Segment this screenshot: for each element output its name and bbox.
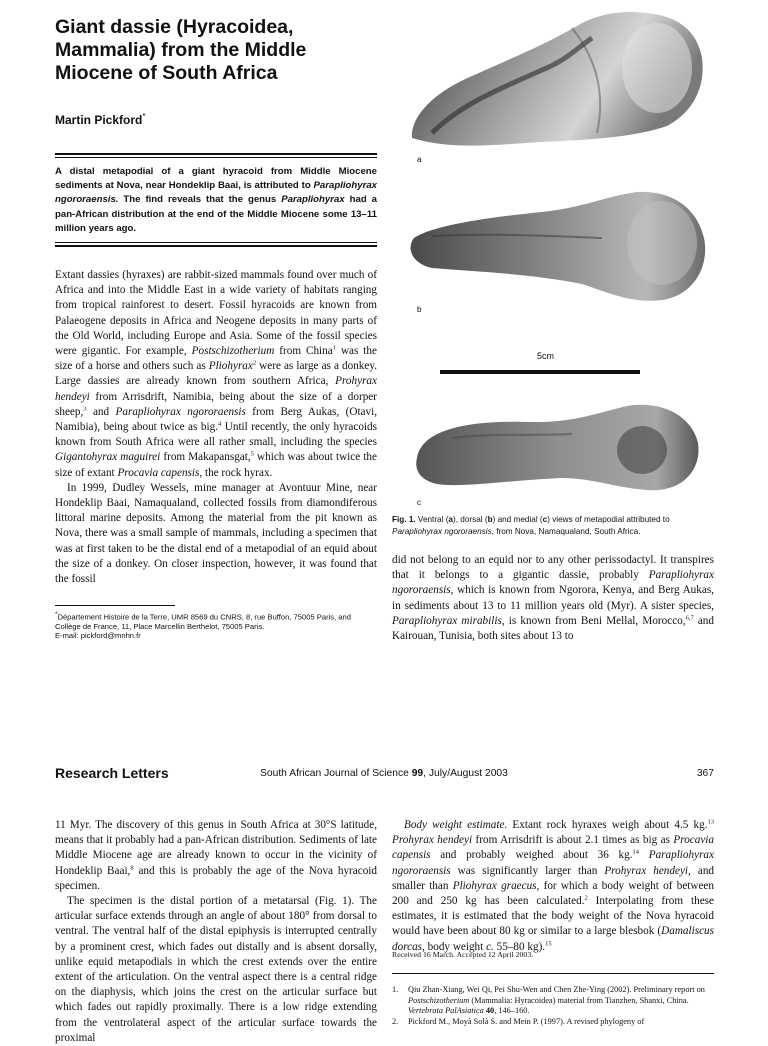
figure-caption bbox=[392, 514, 714, 537]
italic-term: Prohyrax hendeyi, bbox=[604, 864, 691, 877]
paragraph-identification bbox=[392, 553, 714, 644]
reference-citation: 15 bbox=[545, 939, 552, 947]
reference-text bbox=[408, 985, 714, 1017]
paragraph-description bbox=[55, 894, 377, 1046]
body-column-4 bbox=[392, 818, 714, 955]
text-run: from Arrisdrift is about 2.1 times as big as bbox=[472, 834, 674, 847]
text-run: (Mammalia: Hyracoidea) material from Tianzhen, Shanxi, China. bbox=[469, 995, 689, 1005]
text-run: from Berg Aukas, (Otavi, Namibia), being about twice as big. bbox=[55, 405, 378, 434]
text-run: from Arrisdrift, Namibia, being about the size of a dorper sheep, bbox=[55, 390, 377, 418]
text-run: were as large as a donkey. Large dassies are already known from southern Africa, bbox=[55, 360, 377, 388]
italic-term: c. bbox=[486, 940, 494, 953]
references-list bbox=[392, 985, 714, 1027]
caption-species: Parapliohyrax ngororaensis bbox=[392, 526, 492, 536]
bone-photo-dorsal bbox=[392, 188, 714, 313]
affiliation-text: Département Histoire de la Terre, UMR 8569 du CNRS, 8, rue Buffon, 75005 Paris, and Collège de France, 11, Place Marcellin Berthelot, 75005 Paris. bbox=[55, 612, 351, 631]
text-run: from Makapansgat, bbox=[160, 451, 251, 464]
panel-label-a: a bbox=[417, 155, 422, 164]
scale-bar bbox=[440, 370, 640, 374]
author-footnote-mark: * bbox=[142, 112, 146, 121]
reference-citation: 8 bbox=[130, 863, 134, 871]
journal-issue: , July/August 2003 bbox=[423, 768, 508, 779]
text-run: for which a body weight of between 200 and 250 kg has been calculated. bbox=[392, 879, 714, 908]
footnote-rule bbox=[55, 605, 175, 606]
italic-term: Body weight estimate. bbox=[404, 819, 508, 831]
caption-panel-a: a bbox=[448, 515, 453, 524]
abstract-text: had a pan-African distribution at the end of the Middle Miocene some 13–11 million years ago. bbox=[55, 194, 377, 234]
text-run: 55–80 kg). bbox=[493, 940, 546, 953]
abstract bbox=[55, 165, 377, 236]
text-run: and smaller than bbox=[392, 864, 715, 892]
panel-label-c: c bbox=[417, 498, 421, 507]
affiliation-email: E-mail: pickford@mnhn.fr bbox=[55, 630, 141, 640]
caption-text: ) and medial ( bbox=[492, 515, 543, 524]
body-column-1 bbox=[55, 268, 377, 587]
received-date: Received 16 March. Accepted 12 April 2003. bbox=[392, 950, 534, 959]
reference-citation: 4 bbox=[218, 420, 222, 428]
text-run: Interpolating from these estimates, it is estimated that the body weight of the Nova hyracoid would have been about 80 kg or similar to a large blesbok ( bbox=[392, 895, 714, 938]
italic-term: Prohyrax hendeyi bbox=[55, 375, 377, 403]
text-run: In 1999, Dudley Wessels, mine manager at Avontuur Mine, near Hondeklip Baai, Namaqualand, collected fossils from diamondiferous littoral marine deposits. Among the material from the pit known as Nova, there was a small sample of mammals, including a specimen that was at first taken to be the distal end of a metapodial of an equid about the size of a donkey. On closer inspection, however, it was found that the fossil bbox=[55, 481, 377, 586]
text-run: which is known from Ngorora, Kenya, and Berg Aukas, in sediments about 13 to 11 million years old (Myr). A sister species, bbox=[392, 584, 714, 612]
text-run: and bbox=[86, 405, 116, 418]
italic-term: Gigantohyrax maguirei bbox=[55, 451, 161, 464]
affiliation-address bbox=[55, 610, 377, 631]
text-run: body weight bbox=[424, 940, 487, 953]
references-rule bbox=[392, 973, 714, 974]
text-run: was the size of a horse and others such as bbox=[55, 345, 377, 373]
author-affiliation bbox=[55, 610, 377, 640]
text-run: 11 Myr. The discovery of this genus in South Africa at 30°S latitude, means that it probably had a pan-African distribution. Sediments of late Middle Miocene age are already known to occur in the vicinity of Hondeklip Baai, bbox=[55, 819, 377, 877]
italic-term: Parapliohyrax mirabilis, bbox=[392, 614, 505, 627]
italic-term: Pliohyrax graecus, bbox=[452, 879, 540, 892]
reference-number: 1. bbox=[392, 985, 399, 994]
body-column-2 bbox=[392, 553, 714, 644]
caption-panel-c: c bbox=[542, 515, 548, 524]
text-run: the rock hyrax. bbox=[202, 466, 273, 479]
journal-citation bbox=[260, 768, 508, 779]
figure-1 bbox=[392, 8, 714, 513]
italic-term: Pliohyrax bbox=[208, 360, 253, 373]
page-footer bbox=[55, 765, 714, 785]
text-run bbox=[639, 849, 649, 861]
reference-item bbox=[392, 1017, 714, 1028]
caption-text: Ventral ( bbox=[415, 515, 449, 524]
paragraph-discovery bbox=[55, 481, 377, 587]
abstract-bottom-rule-thin bbox=[55, 242, 377, 243]
italic-term: Parapliohyrax ngororaensis bbox=[392, 849, 714, 877]
author-name-text: Martin Pickford bbox=[55, 113, 143, 127]
reference-text bbox=[408, 1017, 714, 1028]
scale-bar-label: 5cm bbox=[537, 351, 555, 361]
bold-text: 40 bbox=[485, 1006, 495, 1015]
bone-photo-medial bbox=[392, 398, 714, 498]
text-run: Extant dassies (hyraxes) are rabbit-sized mammals found over much of Africa and into the Middle East in a wide variety of habitats ranging from tropical rainforest to desert. Fossil hyracoids are known from Palaeogene deposits in Africa and Neogene deposits in many parts of the Old World, including Europe and Asia. Some of the fossil species were gigantic. For example, bbox=[55, 269, 377, 358]
caption-text: ) views of metapodial attributed to bbox=[547, 515, 670, 524]
paragraph-body-weight bbox=[392, 818, 714, 955]
italic-term: Prohyrax hendeyi bbox=[392, 834, 473, 847]
reference-citation: 2 bbox=[584, 894, 588, 902]
text-run: Pickford M., Moyà Solà S. and Mein P. (1997). A revised phylogeny of bbox=[408, 1016, 645, 1026]
reference-citation: 1 bbox=[332, 344, 336, 352]
abstract-genus: Parapliohyrax bbox=[281, 194, 345, 206]
paragraph-intro bbox=[55, 268, 377, 481]
page-number: 367 bbox=[696, 768, 714, 779]
text-run: and Kairouan, Tunisia, both sites about 13 to bbox=[392, 614, 714, 643]
italic-term: Vertebrata PalAsiatica bbox=[408, 1006, 484, 1015]
caption-label: Fig. 1. bbox=[392, 515, 416, 524]
reference-citation: 6,7 bbox=[685, 614, 694, 622]
bone-photo-ventral bbox=[392, 8, 714, 158]
caption-text: ), dorsal ( bbox=[452, 515, 488, 524]
text-run: , 146–160. bbox=[494, 1006, 530, 1015]
article-title: Giant dassie (Hyracoidea, Mammalia) from the Middle Miocene of South Africa bbox=[55, 16, 307, 84]
reference-citation: 14 bbox=[632, 848, 640, 856]
italic-term: Procavia capensis, bbox=[117, 466, 203, 479]
text-run: Extant rock hyraxes weigh about 4.5 kg. bbox=[507, 819, 708, 831]
section-name: Research Letters bbox=[55, 765, 169, 781]
reference-item bbox=[392, 985, 714, 1017]
reference-citation: 2 bbox=[252, 359, 257, 367]
text-run: The specimen is the distal portion of a metatarsal (Fig. 1). The articular surface extends through an angle of about 180° from dorsal to ventral. The ventral half of the distal epiphysis is interrupted centrally by a prominent crest, which fades out distally and is absent dorsally, unlike equid metapodials in which the crest extends over the entire extent of the articulation. On the ventral aspect there is a central ridge on the diaphysis, which joins the crest on the articular surface but which fades out rapidly proximally. There is a low ridge extending from the ventrolateral aspect of the articular surface towards the proximal bbox=[55, 895, 377, 1044]
italic-term: Damaliscus dorcas, bbox=[392, 925, 714, 953]
caption-panel-b: b bbox=[487, 515, 493, 524]
author-name bbox=[55, 112, 145, 127]
text-run: and probably weighed about 36 kg. bbox=[430, 849, 633, 862]
italic-term: Postschizotherium bbox=[191, 345, 275, 358]
panel-label-b: b bbox=[417, 305, 422, 314]
abstract-text: The find reveals that the genus bbox=[118, 194, 282, 206]
journal-name: South African Journal of Science bbox=[260, 768, 409, 779]
reference-citation: 13 bbox=[707, 818, 714, 826]
abstract-bottom-rule bbox=[55, 245, 377, 247]
text-run: and this is probably the age of the Nova hyracoid specimen. bbox=[55, 864, 377, 892]
text-run: from China bbox=[274, 345, 333, 358]
abstract-top-rule bbox=[55, 153, 377, 155]
body-column-3 bbox=[55, 818, 377, 1046]
abstract-species: Parapliohyrax ngororaensis. bbox=[55, 180, 377, 206]
italic-term: Parapliohyrax ngororaensis, bbox=[392, 569, 714, 597]
text-run: is known from Beni Mellal, Morocco, bbox=[504, 614, 686, 627]
text-run: Qiu Zhan-Xiang, Wei Qi, Pei Shu-Wen and Chen Zhe-Ying (2002). Preliminary report on bbox=[408, 985, 705, 994]
text-run: which was about twice the size of extant bbox=[55, 451, 377, 479]
text-run: was significantly larger than bbox=[450, 864, 605, 877]
caption-text: , from Nova, Namaqualand, South Africa. bbox=[491, 526, 641, 536]
reference-citation: 5 bbox=[250, 450, 254, 458]
reference-number: 2. bbox=[392, 1016, 399, 1026]
affiliation-mark: * bbox=[55, 611, 58, 618]
paragraph-distribution bbox=[55, 818, 377, 894]
text-run: did not belong to an equid nor to any other perissodactyl. It transpires that it belongs to a gigantic dassie, probably bbox=[392, 554, 714, 582]
journal-volume: 99 bbox=[411, 768, 424, 779]
italic-term: Procavia capensis bbox=[392, 834, 715, 862]
reference-citation: 3 bbox=[83, 405, 87, 413]
abstract-top-rule-thin bbox=[55, 157, 377, 158]
italic-term: Parapliohyrax ngororaensis bbox=[115, 405, 246, 418]
text-run: Until recently, the only hyracoids known from South Africa were all rather small, including the species bbox=[55, 421, 377, 449]
italic-term: Postschizotherium bbox=[408, 995, 470, 1005]
abstract-text: A distal metapodial of a giant hyracoid from Middle Miocene sediments at Nova, near Hondeklip Baai, is attributed to bbox=[55, 166, 377, 192]
